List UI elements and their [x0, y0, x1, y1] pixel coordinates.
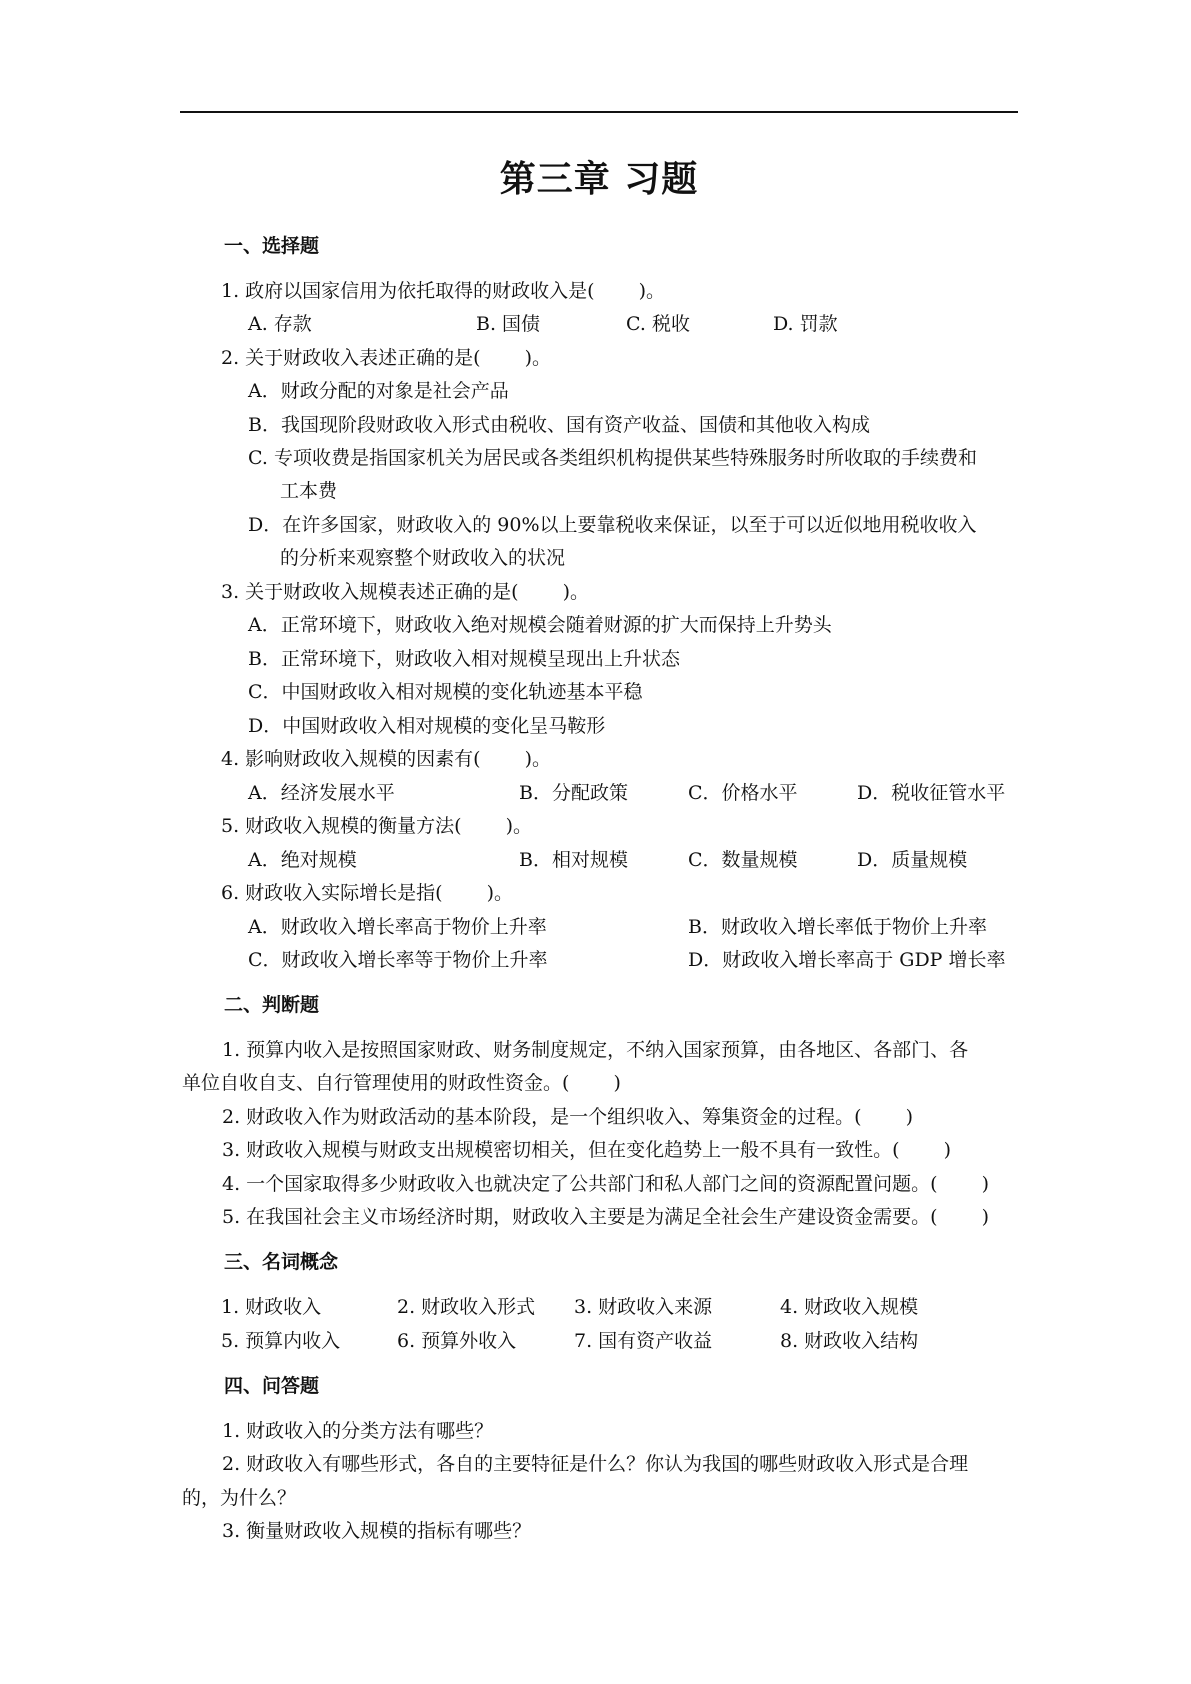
option: B．正常环境下，财政收入相对规模呈现出上升状态: [248, 648, 680, 670]
question-stem: 6. 财政收入实际增长是指( )。: [221, 882, 514, 904]
term-item: 5. 预算内收入: [221, 1330, 341, 1352]
question-stem: 4. 影响财政收入规模的因素有( )。: [221, 748, 552, 770]
option: D. 罚款: [773, 313, 838, 335]
term-item: 6. 预算外收入: [397, 1330, 517, 1352]
option: C. 税收: [626, 313, 690, 335]
header-rule: [180, 111, 1018, 113]
option: C．财政收入增长率等于物价上升率: [248, 949, 548, 971]
option: A．正常环境下，财政收入绝对规模会随着财源的扩大而保持上升势头: [248, 614, 832, 636]
option-continuation: 工本费: [280, 480, 338, 502]
chapter-title: 第三章 习题: [499, 159, 699, 200]
option: D．中国财政收入相对规模的变化呈马鞍形: [248, 715, 606, 737]
section-heading-qa: 四、问答题: [224, 1375, 320, 1397]
term-item: 1. 财政收入: [221, 1296, 322, 1318]
option: B．分配政策: [519, 782, 628, 804]
option: D．质量规模: [857, 849, 968, 871]
question-stem: 1. 政府以国家信用为依托取得的财政收入是( )。: [221, 280, 666, 302]
option: D．财政收入增长率高于 GDP 增长率: [688, 949, 1006, 971]
term-item: 7. 国有资产收益: [574, 1330, 713, 1352]
option: A．绝对规模: [248, 849, 357, 871]
option: B．财政收入增长率低于物价上升率: [688, 916, 987, 938]
option: A．财政收入增长率高于物价上升率: [248, 916, 547, 938]
option: D．税收征管水平: [857, 782, 1006, 804]
option: C．价格水平: [688, 782, 798, 804]
qa-item: 2. 财政收入有哪些形式，各自的主要特征是什么？你认为我国的哪些财政收入形式是合理: [222, 1453, 969, 1475]
judge-item: 1. 预算内收入是按照国家财政、财务制度规定，不纳入国家预算，由各地区、各部门、各: [222, 1039, 969, 1061]
judge-item-continuation: 单位自收自支、自行管理使用的财政性资金。( ): [182, 1072, 621, 1094]
section-heading-choice: 一、选择题: [224, 235, 320, 257]
question-stem: 3. 关于财政收入规模表述正确的是( )。: [221, 581, 590, 603]
qa-item: 1. 财政收入的分类方法有哪些？: [222, 1420, 494, 1442]
term-item: 4. 财政收入规模: [780, 1296, 919, 1318]
option: A. 存款: [248, 313, 312, 335]
qa-item: 3. 衡量财政收入规模的指标有哪些？: [222, 1520, 532, 1542]
option: C．数量规模: [688, 849, 798, 871]
judge-item: 3. 财政收入规模与财政支出规模密切相关，但在变化趋势上一般不具有一致性。( ): [222, 1139, 952, 1161]
term-item: 8. 财政收入结构: [780, 1330, 919, 1352]
option: C. 专项收费是指国家机关为居民或各类组织机构提供某些特殊服务时所收取的手续费和: [248, 447, 977, 469]
term-item: 3. 财政收入来源: [574, 1296, 713, 1318]
option: A．经济发展水平: [248, 782, 395, 804]
section-heading-judge: 二、判断题: [224, 994, 320, 1016]
qa-item-continuation: 的，为什么？: [182, 1487, 297, 1509]
section-heading-terms: 三、名词概念: [224, 1251, 339, 1273]
option: A．财政分配的对象是社会产品: [248, 380, 509, 402]
option: D．在许多国家，财政收入的 90%以上要靠税收来保证，以至于可以近似地用税收收入: [248, 514, 977, 536]
option: B. 国债: [476, 313, 541, 335]
option: B．相对规模: [519, 849, 628, 871]
term-item: 2. 财政收入形式: [397, 1296, 536, 1318]
option: C．中国财政收入相对规模的变化轨迹基本平稳: [248, 681, 643, 703]
option: B．我国现阶段财政收入形式由税收、国有资产收益、国债和其他收入构成: [248, 414, 870, 436]
judge-item: 2. 财政收入作为财政活动的基本阶段，是一个组织收入、筹集资金的过程。( ): [222, 1106, 914, 1128]
judge-item: 5. 在我国社会主义市场经济时期，财政收入主要是为满足全社会生产建设资金需要。( ): [222, 1206, 990, 1228]
question-stem: 5. 财政收入规模的衡量方法( )。: [221, 815, 533, 837]
question-stem: 2. 关于财政收入表述正确的是( )。: [221, 347, 552, 369]
option-continuation: 的分析来观察整个财政收入的状况: [280, 547, 566, 569]
judge-item: 4. 一个国家取得多少财政收入也就决定了公共部门和私人部门之间的资源配置问题。( ): [222, 1173, 990, 1195]
